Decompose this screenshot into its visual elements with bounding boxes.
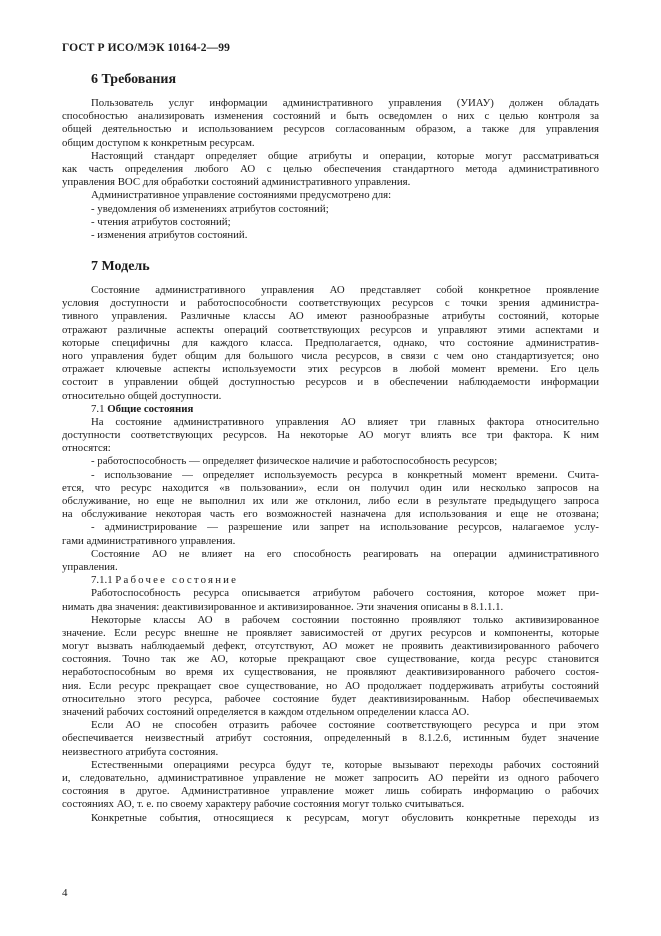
text-line: управления ВОС для обработки состояний административного управления. — [62, 176, 411, 189]
subsection-7-1-1-heading — [62, 574, 599, 587]
text-line: доступности соответствующих ресурсов. На некоторые АО могут влиять все три фактора. К ним — [62, 429, 599, 442]
section-7-title: 7 Модель — [91, 259, 150, 274]
page-number: 4 — [62, 887, 68, 899]
text-line: условия доступности и работоспособности соответствующих ресурсов с точки зрения администра- — [62, 297, 599, 310]
text-line: Конкретные события, относящиеся к ресурсам, могут обусловить конкретные переходы из — [91, 811, 599, 824]
list-item: - уведомления об изменениях атрибутов состояний; — [91, 202, 329, 215]
text-line: нимать два значения: деактивизированное и активизированное. Эти значения описаны в 8.1.1.1. — [62, 600, 504, 613]
text-line: Если АО не способен отразить рабочее состояние соответствующего ресурса и при этом — [91, 719, 599, 732]
subsection-title: Общие состояния — [107, 402, 194, 415]
text-line: значений рабочих состояний определяется в каждом отдельном определении класса АО. — [62, 706, 470, 718]
text-line: Административное управление состояниями предусмотрено для: — [91, 189, 392, 202]
text-line: ния. Если ресурс прекращает свое существование, но АО продолжает поддерживать атрибуты состояний — [62, 679, 599, 692]
text-line: относятся: — [62, 442, 111, 455]
text-line: отражают различные аспекты операций соответствующих ресурсов и управляют этими аспектами и — [62, 323, 599, 336]
text-line: ется, что ресурс находится «в пользовании», если он получил один или несколько запросов на — [62, 481, 599, 494]
text-line: состояниях АО, т. е. по своему характеру рабочие состояния могут только считываться. — [62, 798, 465, 811]
text-line: обслуживание, но еще не выполнил их или же отклонил, либо если в результате предыдущего запроса — [62, 495, 599, 507]
section-7-body — [62, 284, 599, 825]
subsection-7-1-heading — [62, 403, 599, 416]
text-line: Пользователь услуг информации административного управления (УИАУ) должен обладать — [91, 97, 599, 109]
text-line: гами административного управления. — [62, 534, 236, 547]
subsection-title: Рабочее состояние — [115, 574, 239, 587]
text-line: Состояние административного управления АО представляет собой конкретное проявление — [91, 284, 599, 296]
text-line: неработоспособным во время их существования, не проявляют деактивизированного рабочего состоя- — [62, 666, 599, 679]
text-line: состояния в другое. Административное управление может лишь собирать информацию о рабочих — [62, 785, 599, 798]
list-item: - чтения атрибутов состояний; — [91, 215, 231, 228]
text-line: управления. — [62, 560, 118, 573]
text-line: относительно этого ресурса, рабочее состояние будет деактивизированным. Набор обеспечиваемых — [62, 692, 599, 705]
text-line: относительно общей доступности. — [62, 389, 222, 402]
text-line: на обслуживание некоторая часть его возможностей назначена для использования и еще не отозвана; — [62, 508, 599, 521]
text-line: способностью анализировать изменения состояний и быть осведомлен о них с целью контроля за — [62, 110, 599, 123]
list-item: - работоспособность — определяет физическое наличие и работоспособность ресурсов; — [91, 455, 498, 468]
list-item: - администрирование — разрешение или запрет на использование ресурсов, налагаемое услу- — [91, 521, 599, 534]
text-line: неизвестного атрибута состояния. — [62, 745, 219, 758]
text-line: ного управления будет общим для большого числа ресурсов, в связи с чем оно стандартизуется; оно — [62, 349, 599, 362]
subsection-number: 7.1 — [91, 402, 105, 415]
text-line: Работоспособность ресурса описывается атрибутом рабочего состояния, которое может при- — [91, 587, 599, 600]
text-line: Естественными операциями ресурса будут те, которые вызывают переходы рабочих состояний — [91, 758, 599, 771]
text-line: На состояние административного управления АО влияет три главных фактора относительно — [91, 415, 599, 428]
text-line: Некоторые классы АО в рабочем состоянии постоянно проявляют только активизированное — [91, 613, 599, 626]
text-line: обеспечивается неизвестный атрибут состояния, определенный в 8.1.2.6, истинным будет значение — [62, 732, 599, 745]
text-line: могут вызвать наблюдаемый дефект, отсутствуют, АО может не проявить деактивизированного рабочего — [62, 640, 599, 653]
section-6-body — [62, 97, 599, 242]
text-line: Настоящий стандарт определяет общие атрибуты и операции, которые могут рассматриваться — [91, 149, 599, 162]
text-line: общей деятельностью и использованием ресурсов согласованным образом, а также для управления — [62, 123, 599, 136]
subsection-number: 7.1.1 — [91, 574, 113, 587]
text-line: состояния. Точно так же АО, которые прекращают свое существование, когда ресурс становится — [62, 653, 599, 666]
section-6-title: 6 Требования — [91, 72, 177, 87]
text-line: Состояние АО не влияет на его способность реагировать на операции административного — [91, 547, 599, 560]
text-line: и, следовательно, административное управление не может запросить АО перейти из одного рабочего — [62, 771, 599, 784]
text-line: как часть определения любого АО с целью обеспечения стандартного метода административного — [62, 162, 599, 175]
text-line: тивного управления. Различные классы АО имеют разнообразные атрибуты состояний, которые — [62, 310, 599, 323]
list-item: - изменения атрибутов состояний. — [91, 228, 248, 241]
text-line: которые специфичны для каждого класса. Предполагается, однако, что состояние административ- — [62, 336, 599, 349]
text-line: общим доступом к конкретным ресурсам. — [62, 136, 255, 149]
list-item: - использование — определяет используемость ресурса в конкретный момент времени. Счита- — [91, 468, 599, 481]
text-line: отражает ключевые аспекты используемости этих ресурсов в любой момент времени. Его цель — [62, 363, 599, 376]
text-line: значение. Если ресурс внешне не проявляет зависимостей от других ресурсов и компоненты, которые — [62, 626, 599, 639]
text-line: состоит в управлении общей доступностью ресурсов и в обеспечении наблюдаемости информации — [62, 376, 599, 389]
standard-header: ГОСТ Р ИСО/МЭК 10164-2—99 — [62, 42, 230, 54]
